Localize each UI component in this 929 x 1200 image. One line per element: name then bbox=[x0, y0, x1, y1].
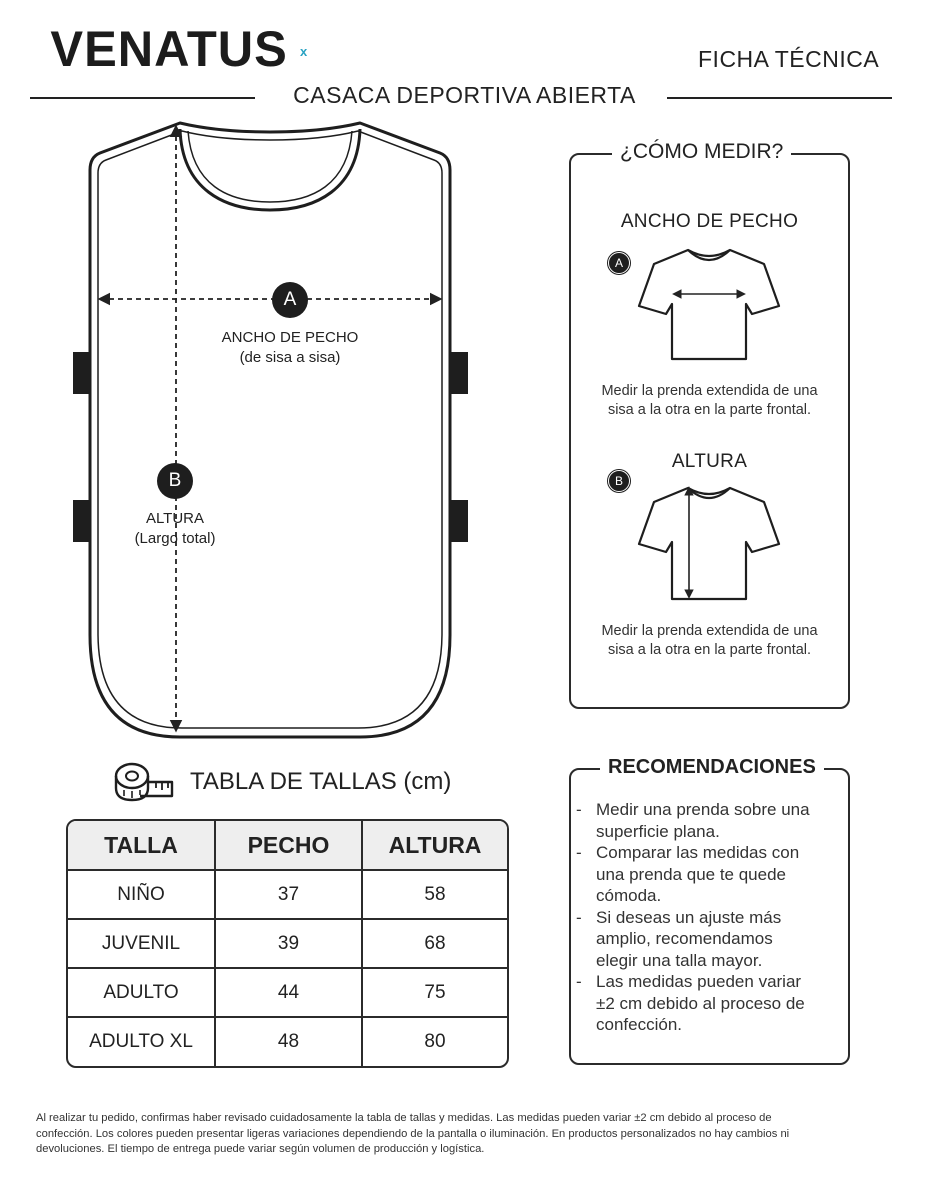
footer-disclaimer bbox=[36, 1111, 902, 1158]
size-cell-talla: ADULTO XL bbox=[68, 1017, 215, 1066]
size-header-talla: TALLA bbox=[68, 821, 215, 870]
how-to-height-title: ALTURA bbox=[671, 451, 748, 472]
rec-3-line-1: - Si deseas un ajuste más bbox=[596, 907, 782, 927]
how-to-chest-desc-1: Medir la prenda extendida de una bbox=[601, 383, 818, 399]
footer-line-2: confección. Los colores pueden presentar ligeras variaciones dependiendo de la pantalla o iluminación. En productos personalizados no hay cambios ni bbox=[36, 1127, 790, 1140]
rec-3-line-2: amplio, recomendamos bbox=[596, 929, 773, 948]
table-row bbox=[68, 870, 507, 919]
list-item bbox=[572, 907, 848, 972]
how-to-height-marker: B bbox=[608, 470, 630, 492]
rec-2-line-2: una prenda que te quede bbox=[596, 864, 787, 884]
label-chest-width bbox=[190, 328, 390, 368]
size-cell-pecho: 48 bbox=[215, 1017, 362, 1066]
side-tab-left-lower bbox=[73, 500, 91, 542]
table-row bbox=[68, 1017, 507, 1066]
how-to-chest-desc bbox=[569, 382, 850, 420]
side-tab-left-upper bbox=[73, 352, 91, 394]
size-cell-altura: 58 bbox=[362, 870, 507, 919]
tshirt-height-icon bbox=[636, 482, 782, 604]
size-cell-pecho: 44 bbox=[215, 968, 362, 1017]
footer-line-3: devoluciones. El tiempo de entrega puede variar según volumen de producción y logística. bbox=[36, 1143, 485, 1155]
tshirt-chest-icon bbox=[636, 244, 782, 364]
rec-3-line-3: elegir una talla mayor. bbox=[596, 950, 763, 970]
rec-2-line-3: cómoda. bbox=[596, 886, 662, 905]
size-table bbox=[66, 819, 509, 1068]
rec-4-line-1: - Las medidas pueden variar bbox=[596, 972, 802, 991]
size-cell-talla: NIÑO bbox=[68, 870, 215, 919]
document-type: FICHA TÉCNICA bbox=[698, 46, 880, 72]
size-cell-altura: 68 bbox=[362, 919, 507, 968]
how-to-height-desc-1: Medir la prenda extendida de una bbox=[601, 623, 818, 639]
recommendations-title: RECOMENDACIONES bbox=[600, 756, 824, 779]
size-cell-talla: ADULTO bbox=[68, 968, 215, 1017]
label-chest-width-title: ANCHO DE PECHO bbox=[221, 329, 359, 346]
size-table-title: TABLA DE TALLAS (cm) bbox=[190, 768, 452, 795]
how-to-chest-marker: A bbox=[608, 252, 630, 274]
table-row bbox=[68, 919, 507, 968]
rec-4-line-2: ±2 cm debido al proceso de bbox=[596, 993, 805, 1013]
size-header-pecho: PECHO bbox=[215, 821, 362, 870]
label-height-sub: (Largo total) bbox=[134, 530, 216, 547]
table-row bbox=[68, 968, 507, 1017]
list-item bbox=[572, 971, 848, 1036]
label-height bbox=[95, 509, 255, 549]
footer-line-1: Al realizar tu pedido, confirmas haber revisado cuidadosamente la tabla de tallas y medidas. Las medidas pueden variar ±2 cm debido al proceso de bbox=[36, 1112, 772, 1124]
side-tab-right-lower bbox=[450, 500, 468, 542]
how-to-measure-title: ¿CÓMO MEDIR? bbox=[612, 140, 791, 164]
rec-1-line-2: superficie plana. bbox=[596, 821, 720, 841]
how-to-chest-desc-2: sisa a la otra en la parte frontal. bbox=[607, 402, 812, 418]
brand-logo: VENATUS bbox=[50, 21, 288, 77]
size-cell-pecho: 37 bbox=[215, 870, 362, 919]
brand-mark: x bbox=[300, 44, 308, 59]
label-chest-width-sub: (de sisa a sisa) bbox=[239, 349, 341, 366]
marker-a: A bbox=[272, 282, 308, 318]
marker-b: B bbox=[157, 463, 193, 499]
garment-outline bbox=[90, 123, 450, 737]
list-item bbox=[572, 799, 848, 842]
rec-1-line-1: - Medir una prenda sobre una bbox=[596, 800, 810, 819]
list-item bbox=[572, 842, 848, 907]
measuring-tape-icon bbox=[112, 760, 178, 802]
how-to-height-desc bbox=[569, 622, 850, 660]
size-cell-talla: JUVENIL bbox=[68, 919, 215, 968]
size-cell-altura: 75 bbox=[362, 968, 507, 1017]
rec-4-line-3: confección. bbox=[596, 1015, 682, 1034]
size-header-altura: ALTURA bbox=[362, 821, 507, 870]
size-table-header-row bbox=[68, 821, 507, 870]
recommendations-list bbox=[572, 799, 848, 1036]
size-cell-altura: 80 bbox=[424, 1031, 446, 1052]
garment-diagram bbox=[60, 115, 480, 750]
label-height-title: ALTURA bbox=[145, 510, 205, 527]
size-cell-pecho: 39 bbox=[215, 919, 362, 968]
rec-2-line-1: - Comparar las medidas con bbox=[596, 843, 800, 862]
how-to-height-desc-2: sisa a la otra en la parte frontal. bbox=[607, 642, 812, 658]
how-to-chest-title: ANCHO DE PECHO bbox=[620, 211, 799, 232]
product-title: CASACA DEPORTIVA ABIERTA bbox=[293, 82, 636, 108]
side-tab-right-upper bbox=[450, 352, 468, 394]
